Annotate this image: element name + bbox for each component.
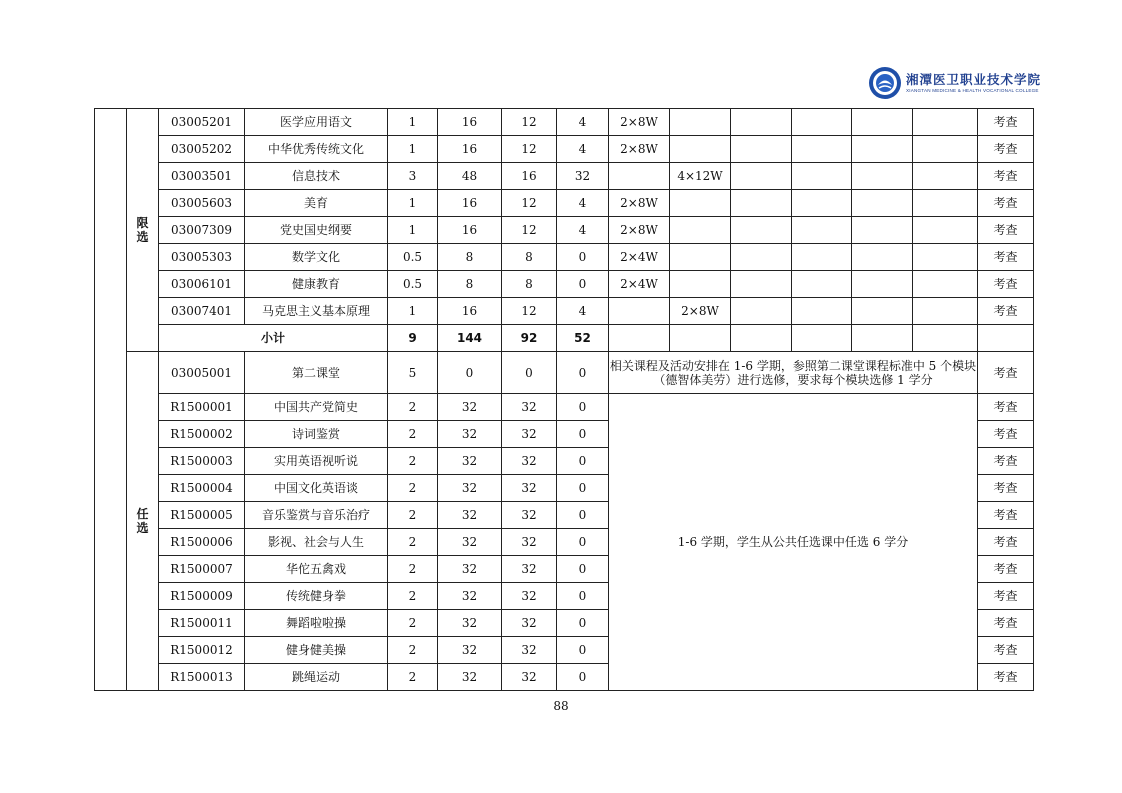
course-name: 舞蹈啦啦操	[245, 610, 388, 637]
course-code: 03006101	[159, 271, 245, 298]
subtotal-total: 144	[438, 325, 502, 352]
course-code: 03005001	[159, 352, 245, 394]
total-hours: 32	[438, 502, 502, 529]
semester-s4	[792, 136, 852, 163]
course-name: 健身健美操	[245, 637, 388, 664]
theory-hours: 12	[502, 298, 557, 325]
course-name: 健康教育	[245, 271, 388, 298]
college-logo	[868, 64, 1040, 104]
assessment: 考查	[978, 352, 1034, 394]
table-row	[95, 109, 1034, 136]
semester-s4	[792, 163, 852, 190]
subtotal-credits: 9	[388, 325, 438, 352]
assessment: 考查	[978, 394, 1034, 421]
practice-hours: 4	[557, 109, 609, 136]
course-name: 党史国史纲要	[245, 217, 388, 244]
practice-hours: 0	[557, 394, 609, 421]
table-row	[95, 394, 1034, 421]
course-code: R1500004	[159, 475, 245, 502]
theory-hours: 32	[502, 583, 557, 610]
theory-hours: 0	[502, 352, 557, 394]
credits: 3	[388, 163, 438, 190]
course-name: 第二课堂	[245, 352, 388, 394]
semester-s2: 4×12W	[670, 163, 731, 190]
semester-s1	[609, 298, 670, 325]
total-hours: 32	[438, 421, 502, 448]
semester-s2	[670, 109, 731, 136]
course-name: 诗词鉴赏	[245, 421, 388, 448]
total-hours: 32	[438, 610, 502, 637]
course-name: 马克思主义基本原理	[245, 298, 388, 325]
total-hours: 32	[438, 664, 502, 691]
assessment: 考查	[978, 448, 1034, 475]
assessment: 考查	[978, 637, 1034, 664]
credits: 2	[388, 394, 438, 421]
course-code: 03005201	[159, 109, 245, 136]
semester-s3	[731, 244, 792, 271]
table-row	[95, 163, 1034, 190]
outer-group-cell	[95, 109, 127, 691]
total-hours: 32	[438, 475, 502, 502]
theory-hours: 12	[502, 109, 557, 136]
total-hours: 32	[438, 448, 502, 475]
practice-hours: 0	[557, 664, 609, 691]
course-code: R1500002	[159, 421, 245, 448]
practice-hours: 4	[557, 217, 609, 244]
practice-hours: 0	[557, 529, 609, 556]
assessment: 考查	[978, 610, 1034, 637]
theory-hours: 32	[502, 421, 557, 448]
semester-s6	[913, 163, 978, 190]
semester-s6	[913, 109, 978, 136]
credits: 2	[388, 448, 438, 475]
semester-s6	[913, 190, 978, 217]
practice-hours: 0	[557, 637, 609, 664]
semester-s4	[792, 298, 852, 325]
semester-s2	[670, 190, 731, 217]
semester-s3	[731, 163, 792, 190]
course-code: R1500007	[159, 556, 245, 583]
semester-s5	[852, 244, 913, 271]
credits: 2	[388, 529, 438, 556]
course-code: 03005202	[159, 136, 245, 163]
credits: 5	[388, 352, 438, 394]
second-classroom-note: 相关课程及活动安排在 1-6 学期，参照第二课堂课程标准中 5 个模块（德智体美劳）进行选修，要求每个模块选修 1 学分	[609, 352, 978, 394]
semester-s1	[609, 163, 670, 190]
semester-s5	[852, 163, 913, 190]
subtotal-practice: 52	[557, 325, 609, 352]
theory-hours: 32	[502, 637, 557, 664]
practice-hours: 0	[557, 244, 609, 271]
semester-s2: 2×8W	[670, 298, 731, 325]
total-hours: 32	[438, 394, 502, 421]
credits: 2	[388, 583, 438, 610]
empty-cell	[609, 325, 670, 352]
table-row	[95, 298, 1034, 325]
theory-hours: 32	[502, 556, 557, 583]
semester-s4	[792, 109, 852, 136]
course-name: 医学应用语文	[245, 109, 388, 136]
empty-cell	[913, 325, 978, 352]
group-label-restricted: 限 选	[127, 109, 159, 352]
theory-hours: 16	[502, 163, 557, 190]
course-code: 03005603	[159, 190, 245, 217]
semester-s1: 2×8W	[609, 190, 670, 217]
assessment: 考查	[978, 583, 1034, 610]
theory-hours: 32	[502, 475, 557, 502]
total-hours: 32	[438, 529, 502, 556]
credits: 1	[388, 109, 438, 136]
total-hours: 16	[438, 298, 502, 325]
semester-s1: 2×8W	[609, 109, 670, 136]
assessment: 考查	[978, 244, 1034, 271]
course-table	[94, 108, 1034, 691]
course-code: R1500013	[159, 664, 245, 691]
semester-s3	[731, 271, 792, 298]
semester-s4	[792, 244, 852, 271]
total-hours: 16	[438, 109, 502, 136]
course-code: 03007309	[159, 217, 245, 244]
semester-s5	[852, 109, 913, 136]
group-label-elective: 任 选	[127, 352, 159, 691]
credits: 1	[388, 298, 438, 325]
subtotal-row	[95, 325, 1034, 352]
course-name: 信息技术	[245, 163, 388, 190]
theory-hours: 12	[502, 190, 557, 217]
semester-s4	[792, 271, 852, 298]
credits: 2	[388, 637, 438, 664]
semester-s1: 2×8W	[609, 217, 670, 244]
assessment: 考查	[978, 502, 1034, 529]
semester-s3	[731, 217, 792, 244]
semester-s6	[913, 136, 978, 163]
course-name: 传统健身拳	[245, 583, 388, 610]
semester-s2	[670, 136, 731, 163]
semester-s6	[913, 271, 978, 298]
course-name: 影视、社会与人生	[245, 529, 388, 556]
total-hours: 32	[438, 556, 502, 583]
credits: 2	[388, 475, 438, 502]
empty-cell	[731, 325, 792, 352]
assessment: 考查	[978, 664, 1034, 691]
practice-hours: 4	[557, 190, 609, 217]
empty-cell	[978, 325, 1034, 352]
theory-hours: 8	[502, 271, 557, 298]
table-row	[95, 271, 1034, 298]
practice-hours: 0	[557, 583, 609, 610]
subtotal-label: 小计	[159, 325, 388, 352]
assessment: 考查	[978, 217, 1034, 244]
practice-hours: 4	[557, 136, 609, 163]
semester-s1: 2×8W	[609, 136, 670, 163]
theory-hours: 32	[502, 448, 557, 475]
semester-s5	[852, 190, 913, 217]
semester-s3	[731, 109, 792, 136]
theory-hours: 32	[502, 664, 557, 691]
total-hours: 16	[438, 217, 502, 244]
total-hours: 0	[438, 352, 502, 394]
course-code: R1500005	[159, 502, 245, 529]
credits: 2	[388, 556, 438, 583]
semester-s3	[731, 190, 792, 217]
semester-s3	[731, 136, 792, 163]
semester-s6	[913, 217, 978, 244]
course-code: 03005303	[159, 244, 245, 271]
total-hours: 48	[438, 163, 502, 190]
total-hours: 32	[438, 583, 502, 610]
course-code: R1500001	[159, 394, 245, 421]
empty-cell	[792, 325, 852, 352]
assessment: 考查	[978, 136, 1034, 163]
college-name: 湘潭医卫职业技术学院	[906, 72, 1042, 87]
semester-s2	[670, 244, 731, 271]
theory-hours: 32	[502, 394, 557, 421]
table-row	[95, 244, 1034, 271]
assessment: 考查	[978, 190, 1034, 217]
course-code: R1500011	[159, 610, 245, 637]
practice-hours: 32	[557, 163, 609, 190]
credits: 2	[388, 421, 438, 448]
course-code: R1500006	[159, 529, 245, 556]
course-name: 数学文化	[245, 244, 388, 271]
semester-s2	[670, 217, 731, 244]
credits: 1	[388, 136, 438, 163]
semester-s5	[852, 298, 913, 325]
college-emblem-icon	[868, 66, 902, 100]
semester-s2	[670, 271, 731, 298]
semester-s1: 2×4W	[609, 244, 670, 271]
total-hours: 8	[438, 244, 502, 271]
credits: 2	[388, 610, 438, 637]
credits: 0.5	[388, 244, 438, 271]
practice-hours: 4	[557, 298, 609, 325]
assessment: 考查	[978, 475, 1034, 502]
credits: 2	[388, 664, 438, 691]
total-hours: 16	[438, 136, 502, 163]
total-hours: 8	[438, 271, 502, 298]
table-row	[95, 136, 1034, 163]
theory-hours: 32	[502, 610, 557, 637]
course-code: R1500012	[159, 637, 245, 664]
elective-note: 1-6 学期，学生从公共任选课中任选 6 学分	[609, 394, 978, 691]
course-name: 中华优秀传统文化	[245, 136, 388, 163]
assessment: 考查	[978, 421, 1034, 448]
course-code: R1500003	[159, 448, 245, 475]
course-name: 实用英语视听说	[245, 448, 388, 475]
assessment: 考查	[978, 109, 1034, 136]
practice-hours: 0	[557, 475, 609, 502]
credits: 1	[388, 217, 438, 244]
college-name-en: XIANGTAN MEDICINE & HEALTH VOCATIONAL COLLEGE	[906, 88, 1039, 93]
empty-cell	[670, 325, 731, 352]
course-name: 中国共产党简史	[245, 394, 388, 421]
course-name: 美育	[245, 190, 388, 217]
course-name: 中国文化英语谈	[245, 475, 388, 502]
theory-hours: 12	[502, 217, 557, 244]
practice-hours: 0	[557, 610, 609, 637]
credits: 1	[388, 190, 438, 217]
course-code: R1500009	[159, 583, 245, 610]
course-name: 音乐鉴赏与音乐治疗	[245, 502, 388, 529]
semester-s1: 2×4W	[609, 271, 670, 298]
practice-hours: 0	[557, 421, 609, 448]
theory-hours: 32	[502, 502, 557, 529]
credits: 0.5	[388, 271, 438, 298]
subtotal-theory: 92	[502, 325, 557, 352]
empty-cell	[852, 325, 913, 352]
semester-s5	[852, 271, 913, 298]
total-hours: 32	[438, 637, 502, 664]
course-name: 跳绳运动	[245, 664, 388, 691]
table-row	[95, 352, 1034, 394]
assessment: 考查	[978, 163, 1034, 190]
semester-s5	[852, 136, 913, 163]
course-code: 03007401	[159, 298, 245, 325]
semester-s5	[852, 217, 913, 244]
assessment: 考查	[978, 271, 1034, 298]
course-code: 03003501	[159, 163, 245, 190]
practice-hours: 0	[557, 271, 609, 298]
semester-s4	[792, 217, 852, 244]
practice-hours: 0	[557, 502, 609, 529]
practice-hours: 0	[557, 556, 609, 583]
page-number: 88	[553, 699, 569, 713]
table-row	[95, 217, 1034, 244]
semester-s3	[731, 298, 792, 325]
semester-s4	[792, 190, 852, 217]
assessment: 考查	[978, 529, 1034, 556]
semester-s6	[913, 298, 978, 325]
practice-hours: 0	[557, 352, 609, 394]
credits: 2	[388, 502, 438, 529]
table-row	[95, 190, 1034, 217]
theory-hours: 12	[502, 136, 557, 163]
assessment: 考查	[978, 298, 1034, 325]
assessment: 考查	[978, 556, 1034, 583]
theory-hours: 32	[502, 529, 557, 556]
total-hours: 16	[438, 190, 502, 217]
semester-s6	[913, 244, 978, 271]
theory-hours: 8	[502, 244, 557, 271]
practice-hours: 0	[557, 448, 609, 475]
course-name: 华佗五禽戏	[245, 556, 388, 583]
